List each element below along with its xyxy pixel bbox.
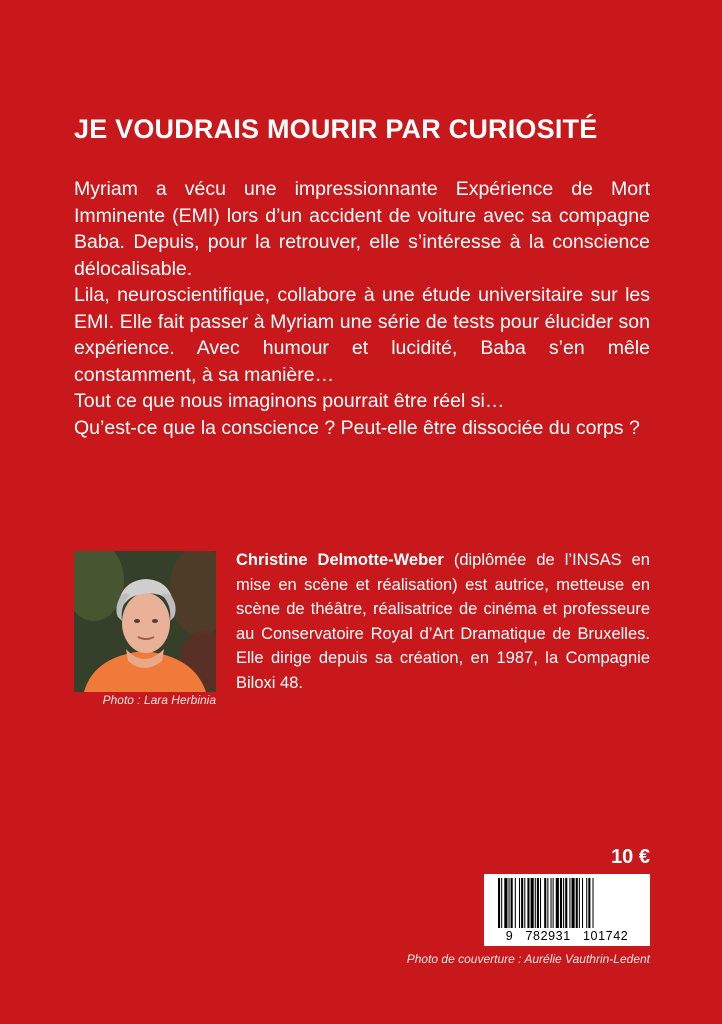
barcode-bar	[593, 878, 594, 928]
barcode-bar	[547, 878, 548, 928]
barcode-bar	[504, 878, 507, 928]
barcode-bar	[588, 878, 590, 928]
author-bio-text: (diplômée de l’INSAS en mise en scène et réalisation) est autrice, metteuse en scène de théâtre, réalisatrice de cinéma et professeure au Conservatoire Royal d’Art Dramatique de Bruxelles. Elle dirige depuis sa création, en 1987, la Compagnie Biloxi 48.	[236, 551, 650, 692]
blurb-paragraph-1: Myriam a vécu une impressionnante Expérience de Mort Imminente (EMI) lors d’un accident de voiture avec sa compagne Baba. Depuis, pour la retrouver, elle s’intéresse à la conscience délocalisable.	[74, 178, 650, 280]
barcode-bar	[498, 878, 500, 928]
barcode-bar	[527, 878, 529, 928]
book-title: JE VOUDRAIS MOURIR PAR CURIOSITÉ	[74, 114, 598, 144]
barcode-bar	[531, 878, 534, 928]
barcode-bar	[537, 878, 539, 928]
isbn-prefix: 9	[505, 929, 514, 943]
barcode-bar	[524, 878, 525, 928]
barcode-bar	[540, 878, 541, 928]
barcode-bar	[521, 878, 523, 928]
barcode-bar	[544, 878, 546, 928]
barcode-bar	[509, 878, 510, 928]
blurb-paragraph-3: Tout ce que nous imaginons pourrait être réel si…	[74, 390, 505, 412]
isbn-barcode	[484, 874, 650, 946]
barcode-bar	[582, 878, 583, 928]
author-name: Christine Delmotte-Weber	[236, 551, 444, 569]
barcode-bar	[553, 878, 554, 928]
author-photo-credit: Photo : Lara Herbinia	[102, 693, 216, 707]
author-bio	[236, 548, 650, 695]
barcode-bar	[519, 878, 520, 928]
cover-photo-credit: Photo de couverture : Aurélie Vauthrin-Ledent	[406, 952, 650, 966]
barcode-bar	[579, 878, 580, 928]
barcode-bar	[560, 878, 562, 928]
barcode-bars	[484, 874, 650, 932]
back-cover-blurb	[74, 176, 650, 441]
barcode-bar	[501, 878, 502, 928]
blurb-paragraph-4: Qu’est-ce que la conscience ? Peut-elle être dissociée du corps ?	[74, 416, 640, 439]
barcode-bar	[511, 878, 513, 928]
barcode-bar	[565, 878, 567, 928]
barcode-bar	[515, 878, 516, 928]
barcode-bar	[551, 878, 552, 928]
barcode-bar	[535, 878, 536, 928]
author-portrait-image	[74, 551, 216, 692]
blurb-paragraph-2: Lila, neuroscientifique, collabore à une étude universitaire sur les EMI. Elle fait passer à Myriam une série de tests pour élucider son expérience. Avec humour et lucidité, Baba s’en mêle constamment, à sa manière…	[74, 284, 650, 386]
barcode-bar	[576, 878, 578, 928]
isbn-group-1: 782931	[525, 929, 571, 943]
barcode-bar	[586, 878, 587, 928]
barcode-bar	[572, 878, 575, 928]
author-photo	[74, 551, 216, 692]
isbn-number	[484, 929, 650, 943]
price-label: 10 €	[611, 846, 650, 868]
barcode-bar	[556, 878, 559, 928]
barcode-bar	[569, 878, 570, 928]
isbn-group-2: 101742	[583, 929, 629, 943]
barcode-bar	[563, 878, 564, 928]
